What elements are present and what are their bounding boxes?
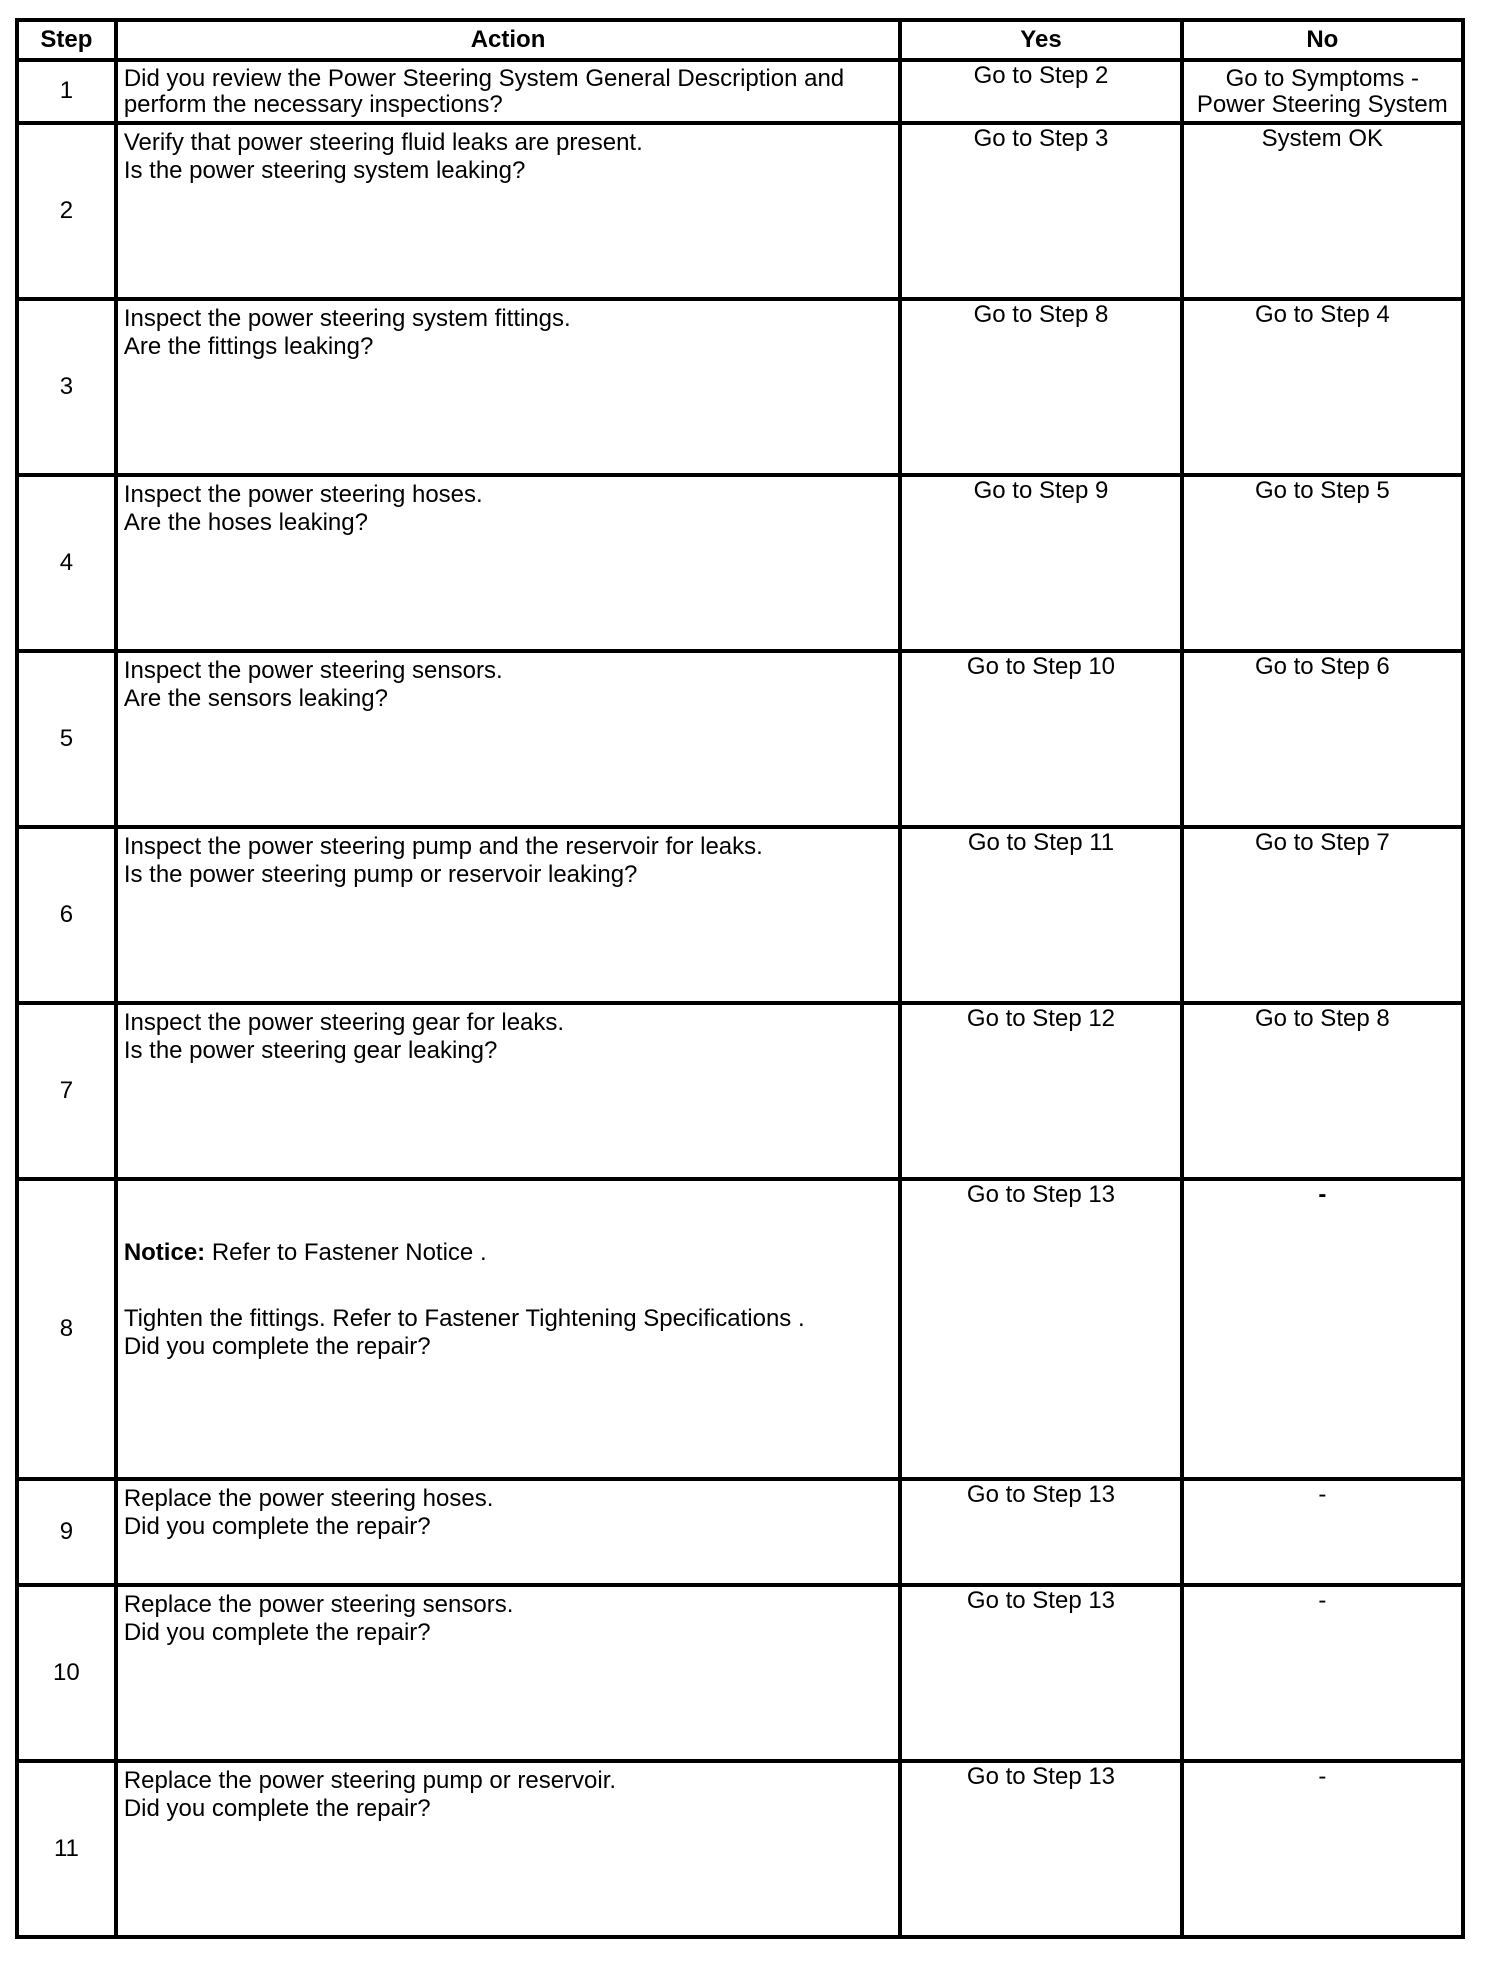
no-result: Go to Step 8 [1254, 1004, 1390, 1032]
no-result: Go to Step 6 [1254, 652, 1390, 680]
yes-result: Go to Step 11 [967, 828, 1115, 856]
table-row [17, 1179, 1463, 1479]
no-result: - [1318, 1180, 1327, 1208]
action-question: Are the fittings leaking? [123, 332, 374, 360]
no-result: Go to Step 4 [1254, 300, 1390, 328]
action-instruction: Replace the power steering pump or reservoir. [123, 1766, 617, 1794]
step-number: 7 [17, 1003, 116, 1179]
yes-cell [900, 1179, 1181, 1479]
table-row [17, 1479, 1463, 1585]
table-row [17, 1761, 1463, 1937]
yes-cell [900, 475, 1181, 651]
no-result: Go to Step 7 [1254, 828, 1390, 856]
action-cell [116, 475, 901, 651]
no-cell [1182, 1761, 1463, 1937]
table-row [17, 651, 1463, 827]
action-cell [116, 1761, 901, 1937]
diagnostic-table [15, 18, 1465, 1939]
no-result: Go to Step 5 [1254, 476, 1390, 504]
yes-result: Go to Step 8 [973, 300, 1109, 328]
step-number: 11 [17, 1761, 116, 1937]
step-number: 4 [17, 475, 116, 651]
action-instruction: Inspect the power steering gear for leaks. [123, 1008, 565, 1036]
yes-result: Go to Step 13 [966, 1586, 1116, 1614]
action-instruction: Inspect the power steering system fittings. [123, 304, 571, 332]
action-cell [116, 123, 901, 299]
no-cell [1182, 60, 1463, 123]
action-instruction: Replace the power steering hoses. [123, 1484, 494, 1512]
no-cell [1182, 1179, 1463, 1479]
table-row [17, 475, 1463, 651]
yes-result: Go to Step 13 [966, 1180, 1116, 1208]
yes-result: Go to Step 9 [973, 476, 1109, 504]
action-cell [116, 827, 901, 1003]
header-no: No [1182, 20, 1463, 60]
action-instruction: Replace the power steering sensors. [123, 1590, 514, 1618]
no-cell [1182, 299, 1463, 475]
yes-cell [900, 651, 1181, 827]
action-cell [116, 1479, 901, 1585]
step-number: 1 [17, 60, 116, 123]
action-instruction: Tighten the fittings. Refer to Fastener Tightening Specifications . [123, 1304, 805, 1332]
yes-result: Go to Step 10 [966, 652, 1116, 680]
no-cell [1182, 1479, 1463, 1585]
no-cell [1182, 651, 1463, 827]
no-result: Go to Symptoms - [1225, 65, 1420, 92]
yes-cell [900, 1585, 1181, 1761]
action-instruction: Inspect the power steering pump and the reservoir for leaks. [123, 832, 763, 860]
action-question: Did you complete the repair? [123, 1512, 431, 1540]
table-row [17, 123, 1463, 299]
table-header-row [17, 20, 1463, 60]
yes-cell [900, 1761, 1181, 1937]
action-text: Did you review the Power Steering System General Description and [123, 65, 845, 92]
table-row [17, 60, 1463, 123]
yes-cell [900, 299, 1181, 475]
action-cell [116, 1179, 901, 1479]
action-cell [116, 1585, 901, 1761]
yes-result: Go to Step 3 [973, 124, 1109, 152]
yes-cell [900, 60, 1181, 123]
no-cell [1182, 123, 1463, 299]
action-cell [116, 60, 901, 123]
step-number: 3 [17, 299, 116, 475]
header-step: Step [17, 20, 116, 60]
action-text: perform the necessary inspections? [123, 91, 503, 119]
table-row [17, 299, 1463, 475]
yes-result: Go to Step 13 [966, 1762, 1116, 1790]
action-instruction: Inspect the power steering sensors. [123, 656, 503, 684]
yes-cell [900, 123, 1181, 299]
notice-label: Notice: [123, 1238, 206, 1266]
table-row [17, 1585, 1463, 1761]
action-question: Did you complete the repair? [123, 1332, 431, 1360]
no-cell [1182, 475, 1463, 651]
step-number: 8 [17, 1179, 116, 1479]
table-row [17, 1003, 1463, 1179]
yes-result: Go to Step 13 [966, 1480, 1116, 1508]
action-question: Is the power steering pump or reservoir leaking? [123, 860, 638, 888]
step-number: 9 [17, 1479, 116, 1585]
no-result: - [1318, 1762, 1327, 1790]
action-question: Did you complete the repair? [123, 1794, 431, 1822]
header-yes: Yes [900, 20, 1181, 60]
action-instruction: Verify that power steering fluid leaks are present. [123, 128, 643, 156]
no-cell [1182, 1003, 1463, 1179]
action-question: Are the hoses leaking? [123, 508, 368, 536]
no-result: Power Steering System [1196, 91, 1448, 119]
notice-text: Refer to Fastener Notice . [205, 1238, 487, 1266]
action-cell [116, 651, 901, 827]
yes-cell [900, 1479, 1181, 1585]
action-question: Did you complete the repair? [123, 1618, 431, 1646]
no-result: System OK [1261, 124, 1383, 152]
yes-result: Go to Step 12 [966, 1004, 1116, 1032]
yes-cell [900, 1003, 1181, 1179]
step-number: 2 [17, 123, 116, 299]
no-result: - [1318, 1586, 1327, 1614]
notice [124, 1239, 893, 1267]
step-number: 6 [17, 827, 116, 1003]
action-instruction: Inspect the power steering hoses. [123, 480, 483, 508]
header-action: Action [116, 20, 901, 60]
step-number: 10 [17, 1585, 116, 1761]
action-cell [116, 1003, 901, 1179]
table-row [17, 827, 1463, 1003]
step-number: 5 [17, 651, 116, 827]
yes-result: Go to Step 2 [973, 62, 1109, 89]
action-question: Is the power steering gear leaking? [123, 1036, 498, 1064]
action-question: Is the power steering system leaking? [123, 156, 526, 184]
no-cell [1182, 1585, 1463, 1761]
action-cell [116, 299, 901, 475]
no-result: - [1318, 1480, 1327, 1508]
no-cell [1182, 827, 1463, 1003]
yes-cell [900, 827, 1181, 1003]
action-question: Are the sensors leaking? [123, 684, 388, 712]
